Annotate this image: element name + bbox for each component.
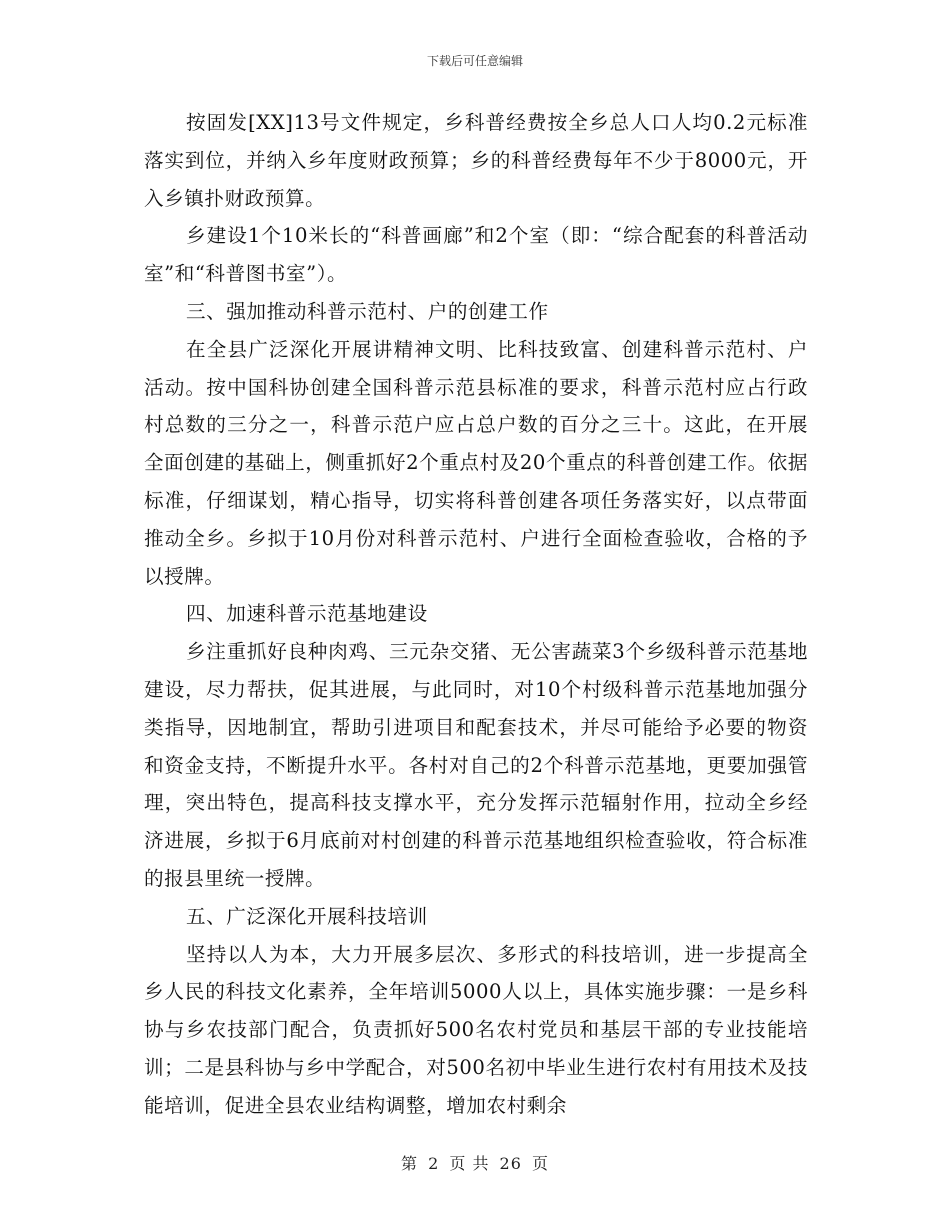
- document-body: [144, 104, 808, 1125]
- paragraph-demo-bases: 乡注重抓好良种肉鸡、三元杂交猪、无公害蔬菜3个乡级科普示范基地建设，尽力帮扶，促其进展，与此同时，对10个村级科普示范基地加强分类指导，因地制宜，帮助引进项目和配套技术，并尽可能给予必要的物资和资金支持，不断提升水平。各村对自己的2个科普示范基地，更要加强管理，突出特色，提高科技支撑水平，充分发挥示范辐射作用，拉动全乡经济进展，乡拟于6月底前对村创建的科普示范基地组织检查验收，符合标准的报县里统一授牌。: [144, 640, 808, 890]
- paragraph-gallery: 乡建设1个10米长的“科普画廊”和2个室（即：“综合配套的科普活动室”和“科普图书室”）。: [144, 224, 808, 286]
- footer-prefix: 第: [400, 1154, 418, 1173]
- section-heading-4: 四、加速科普示范基地建设: [186, 602, 428, 626]
- footer-middle: 页 共: [449, 1154, 490, 1173]
- section-heading-5: 五、广泛深化开展科技培训: [186, 904, 428, 928]
- footer-total-pages: 26: [499, 1154, 522, 1173]
- paragraph-training: 坚持以人为本，大力开展多层次、多形式的科技培训，进一步提高全乡人民的科技文化素养，全年培训5000人以上，具体实施步骤：一是乡科协与乡农技部门配合，负责抓好500名农村党员和基层干部的专业技能培训；二是县科协与乡中学配合，对500名初中毕业生进行农村有用技术及技能培训，促进全县农业结构调整，增加农村剩余: [144, 942, 808, 1117]
- section-heading-3: 三、强加推动科普示范村、户的创建工作: [186, 299, 549, 323]
- page-footer: [0, 1154, 950, 1174]
- footer-page-number: 2: [428, 1154, 440, 1173]
- paragraph-demo-villages: 在全县广泛深化开展讲精神文明、比科技致富、创建科普示范村、户活动。按中国科协创建全国科普示范县标准的要求，科普示范村应占行政村总数的三分之一，科普示范户应占总户数的百分之三十。这此，在开展全面创建的基础上，侧重抓好2个重点村及20个重点的科普创建工作。依据标准，仔细谋划，精心指导，切实将科普创建各项任务落实好，以点带面推动全乡。乡拟于10月份对科普示范村、户进行全面检查验收，合格的予以授牌。: [144, 337, 808, 588]
- paragraph-funding: 按固发[XX]13号文件规定，乡科普经费按全乡总人口人均0.2元标准落实到位，并纳入乡年度财政预算；乡的科普经费每年不少于8000元，开入乡镇扑财政预算。: [144, 111, 808, 210]
- page-header: 下载后可任意编辑: [426, 54, 523, 68]
- footer-suffix: 页: [532, 1154, 550, 1173]
